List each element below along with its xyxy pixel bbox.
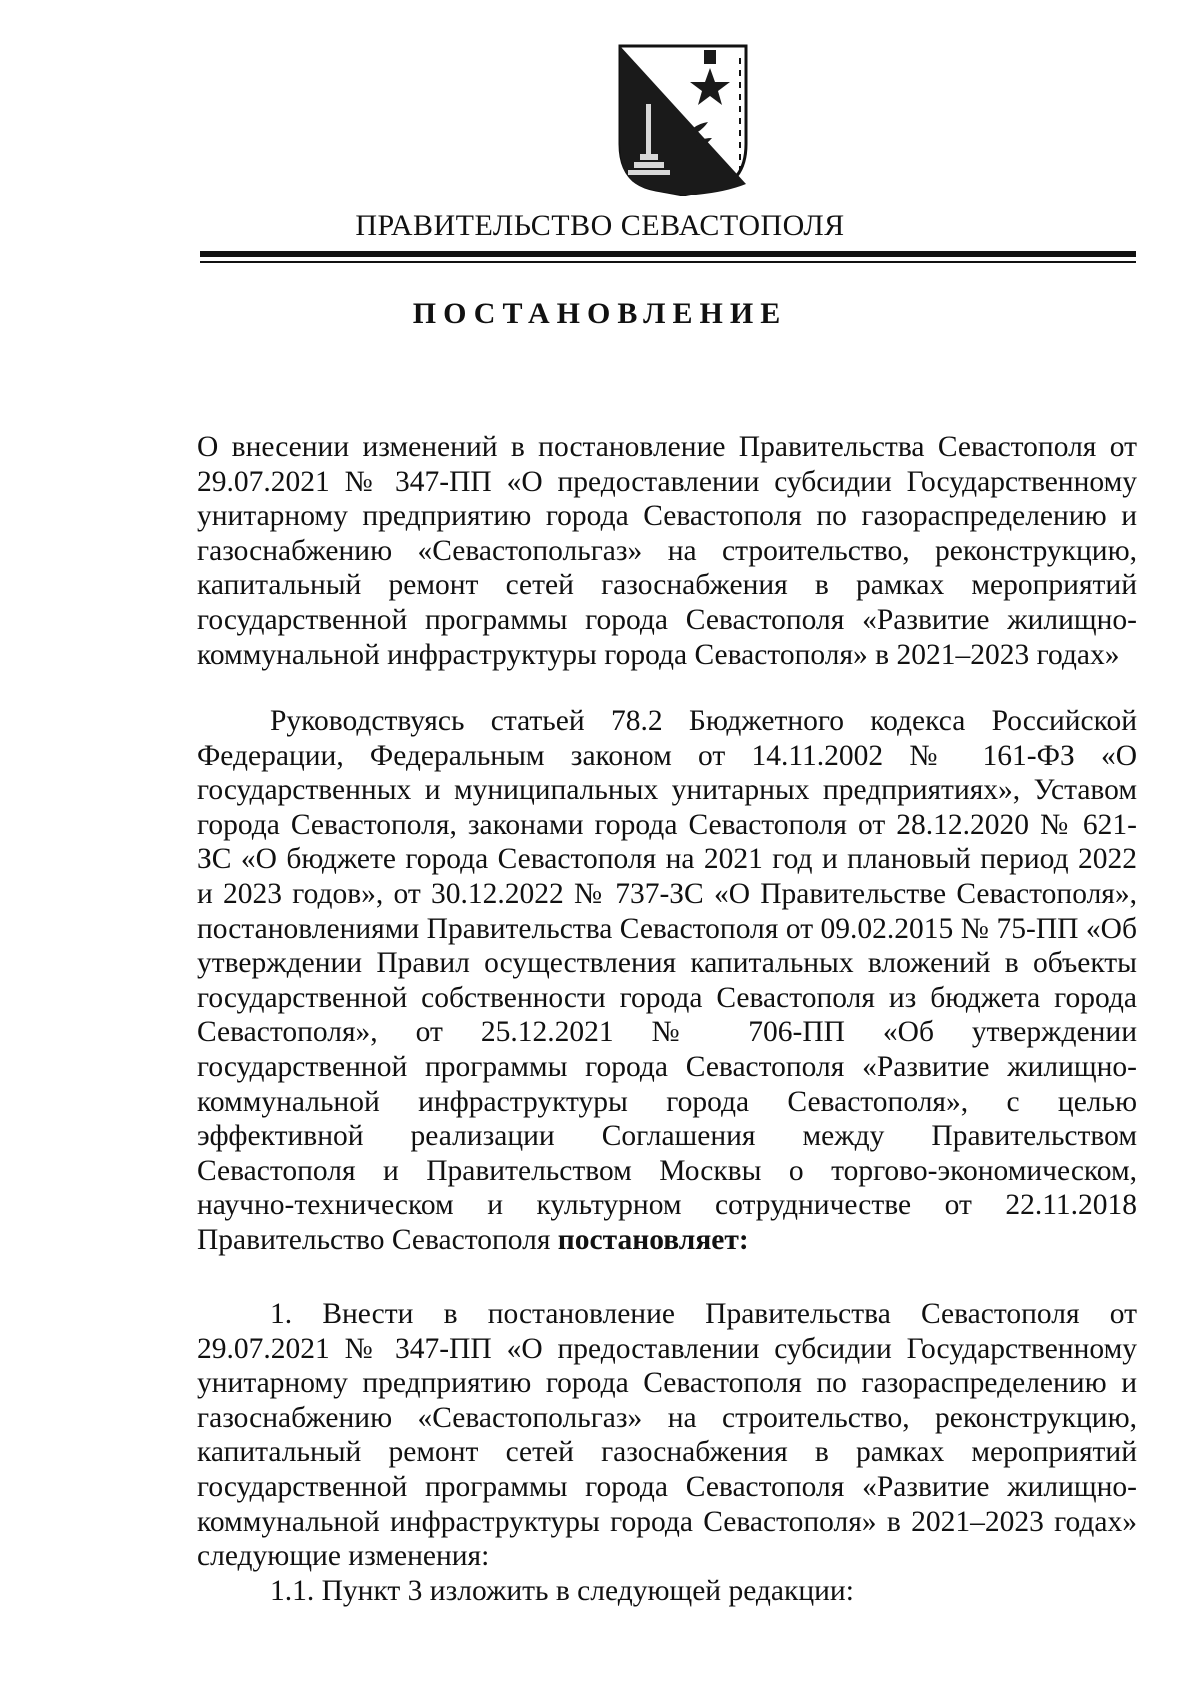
document-subject: О внесении изменений в постановление Правительства Севастополя от 29.07.2021 № 347-ПП «О предоставлении субсидии Государственному унитарному предприятию города Севастополя по газораспределению и газоснабжению «Севастопольгаз» на строительство, реконструкцию, капитальный ремонт сетей газоснабжения в рамках мероприятий государственной программы города Севастополя «Развитие жилищно-коммунальной инфраструктуры города Севастополя» в 2021–2023 годах» (197, 431, 1137, 671)
item-1-1-paragraph: 1.1. Пункт 3 изложить в следующей редакции: (270, 1575, 854, 1607)
authority-title: ПРАВИТЕЛЬСТВО СЕВАСТОПОЛЯ (355, 209, 845, 242)
decree-word: постановляет: (557, 1223, 749, 1256)
item-1-paragraph: 1. Внести в постановление Правительства Севастополя от 29.07.2021 № 347-ПП «О предоставлении субсидии Государственному унитарному предприятию города Севастополя по газораспределению и газоснабжению «Севастопольгаз» на строительство, реконструкцию, капитальный ремонт сетей газоснабжения в рамках мероприятий государственной программы города Севастополя «Развитие жилищно-коммунальной инфраструктуры города Севастополя» в 2021–2023 годах» следующие изменения: (197, 1298, 1137, 1573)
preamble-paragraph (197, 704, 1137, 1258)
document-type-title: ПОСТАНОВЛЕНИЕ (412, 297, 788, 330)
header-rule-thin (200, 261, 1136, 263)
sevastopol-coat-of-arms-icon (616, 44, 750, 196)
preamble-text: Руководствуясь статьей 78.2 Бюджетного кодекса Российской Федерации, Федеральным законом от 14.11.2002 № 161-ФЗ «О государственных и муниципальных унитарных предприятиях», Уставом города Севастополя, законами города Севастополя от 28.12.2020 № 621-ЗС «О бюджете города Севастополя на 2021 год и плановый период 2022 и 2023 годов», от 30.12.2022 № 737-ЗС «О Правительстве Севастополя», постановлениями Правительства Севастополя от 09.02.2015 № 75-ПП «Об утверждении Правил осуществления капитальных вложений в объекты государственной собственности города Севастополя из бюджета города Севастополя», от 25.12.2021 № 706-ПП «Об утверждении государственной программы города Севастополя «Развитие жилищно-коммунальной инфраструктуры города Севастополя», с целью эффективной реализации Соглашения между Правительством Севастополя и Правительством Москвы о торгово-экономическом, научно-техническом и культурном сотрудничестве от 22.11.2018 Правительство Севастополя (197, 705, 1137, 1256)
header-rule-thick (200, 251, 1136, 257)
